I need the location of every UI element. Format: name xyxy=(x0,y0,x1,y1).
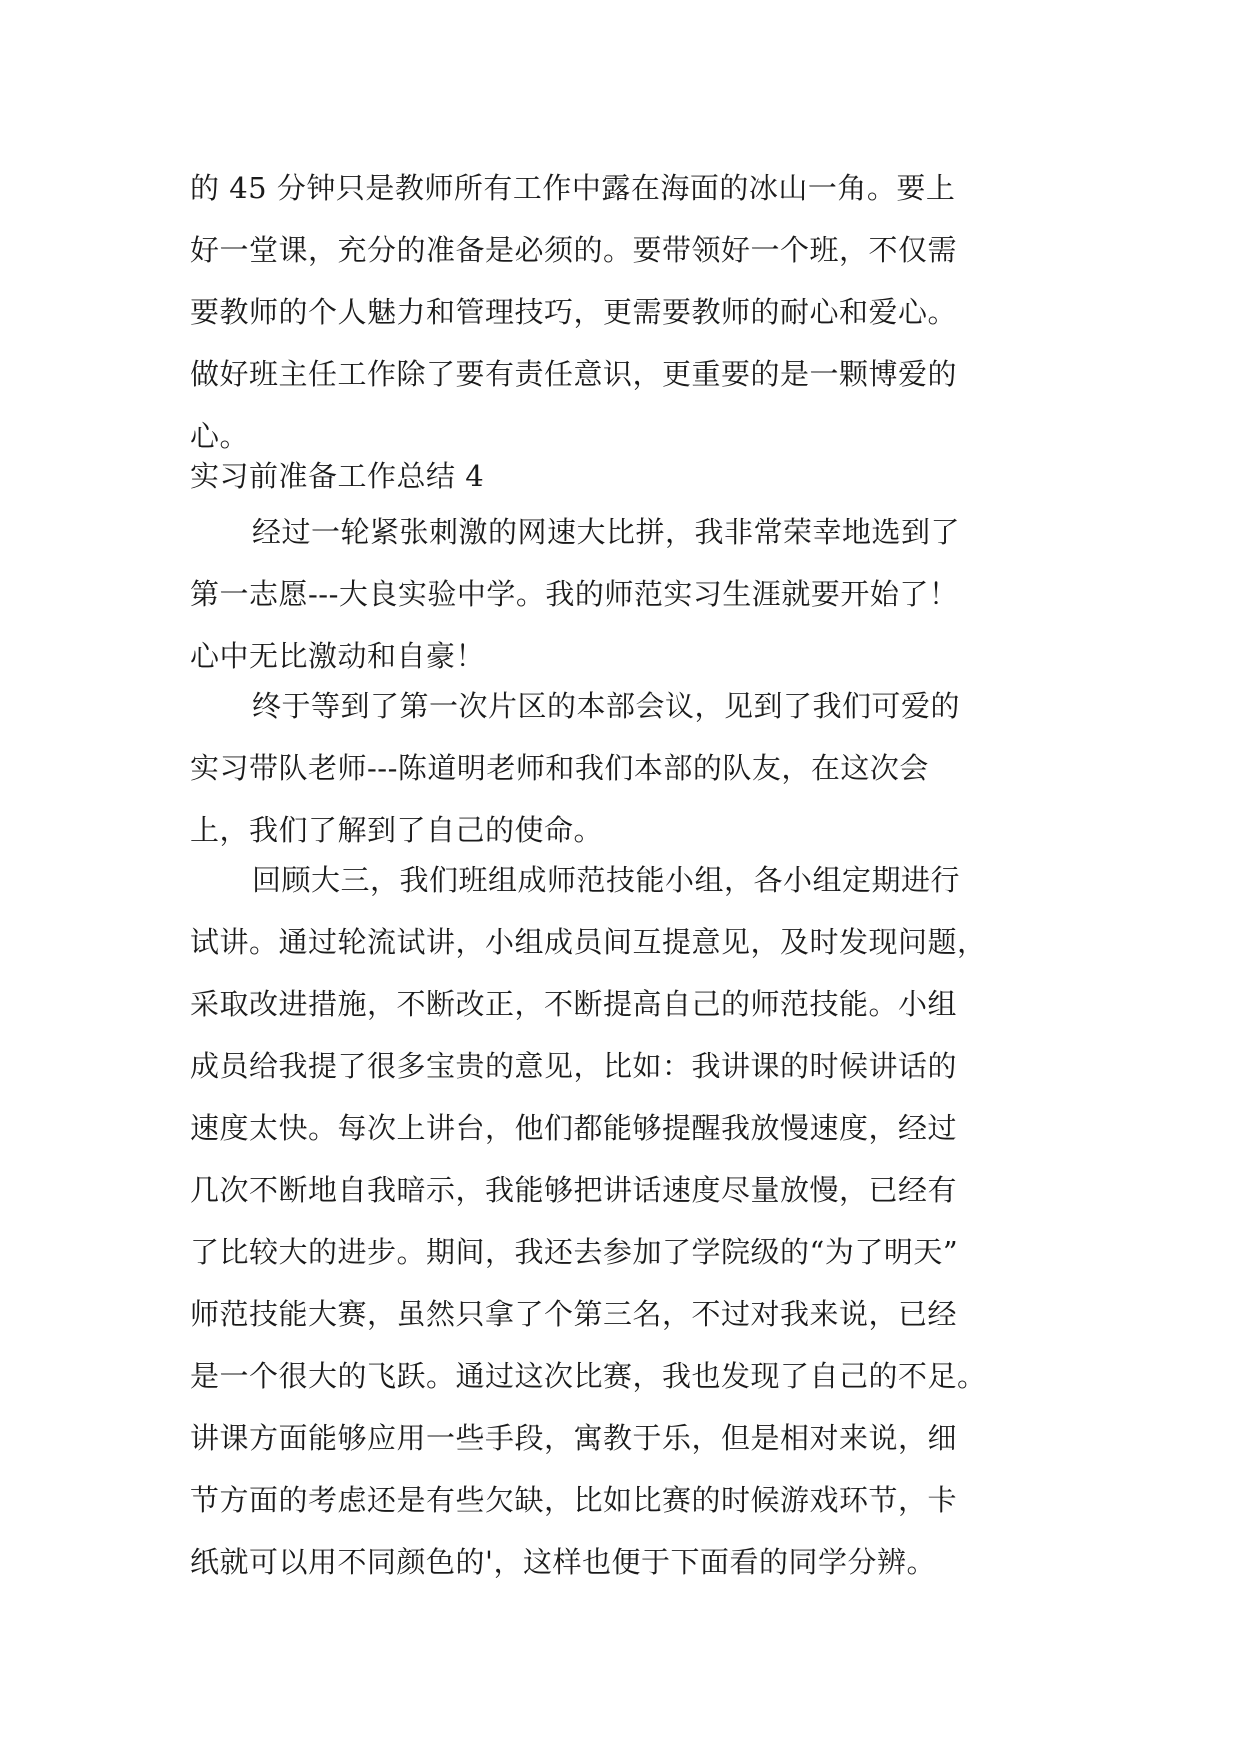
text-line: 要教师的个人魅力和管理技巧，更需要教师的耐心和爱心。 xyxy=(190,295,958,329)
text-line: 实习带队老师---陈道明老师和我们本部的队友，在这次会 xyxy=(190,751,929,785)
text-line: 几次不断地自我暗示，我能够把讲话速度尽量放慢，已经有 xyxy=(190,1173,958,1207)
text-line: 的 45 分钟只是教师所有工作中露在海面的冰山一角。要上 xyxy=(190,171,956,205)
text-line: 了比较大的进步。期间，我还去参加了学院级的“为了明天” xyxy=(190,1235,959,1269)
text-line: 讲课方面能够应用一些手段，寓教于乐，但是相对来说，细 xyxy=(190,1421,958,1455)
text-line: 做好班主任工作除了要有责任意识，更重要的是一颗博爱的 xyxy=(190,357,958,391)
paragraph-1 xyxy=(190,501,1070,687)
text-line: 心中无比激动和自豪！ xyxy=(190,639,486,673)
paragraph-2 xyxy=(190,675,1070,861)
text-line: 节方面的考虑还是有些欠缺，比如比赛的时候游戏环节，卡 xyxy=(190,1483,958,1517)
section-heading: 实习前准备工作总结 4 xyxy=(190,459,485,493)
text-line: 师范技能大赛，虽然只拿了个第三名，不过对我来说，已经 xyxy=(190,1297,958,1331)
text-line: 回顾大三，我们班组成师范技能小组，各小组定期进行 xyxy=(252,863,961,897)
text-line: 经过一轮紧张刺激的网速大比拼，我非常荣幸地选到了 xyxy=(252,515,961,549)
text-line: 纸就可以用不同颜色的'，这样也便于下面看的同学分辨。 xyxy=(190,1545,936,1579)
text-line: 成员给我提了很多宝贵的意见，比如：我讲课的时候讲话的 xyxy=(190,1049,958,1083)
text-line: 速度太快。每次上讲台，他们都能够提醒我放慢速度，经过 xyxy=(190,1111,958,1145)
intro-paragraph xyxy=(190,157,1070,467)
text-line: 好一堂课，充分的准备是必须的。要带领好一个班，不仅需 xyxy=(190,233,958,267)
paragraph-3 xyxy=(190,849,1070,1593)
text-line: 是一个很大的飞跃。通过这次比赛，我也发现了自己的不足。 xyxy=(190,1359,987,1393)
text-line: 上，我们了解到了自己的使命。 xyxy=(190,813,604,847)
text-line: 第一志愿---大良实验中学。我的师范实习生涯就要开始了！ xyxy=(190,577,959,611)
text-line: 终于等到了第一次片区的本部会议，见到了我们可爱的 xyxy=(252,689,961,723)
text-line: 采取改进措施，不断改正，不断提高自己的师范技能。小组 xyxy=(190,987,958,1021)
text-line: 心。 xyxy=(190,419,250,453)
text-line: 试讲。通过轮流试讲，小组成员间互提意见，及时发现问题， xyxy=(190,925,987,959)
